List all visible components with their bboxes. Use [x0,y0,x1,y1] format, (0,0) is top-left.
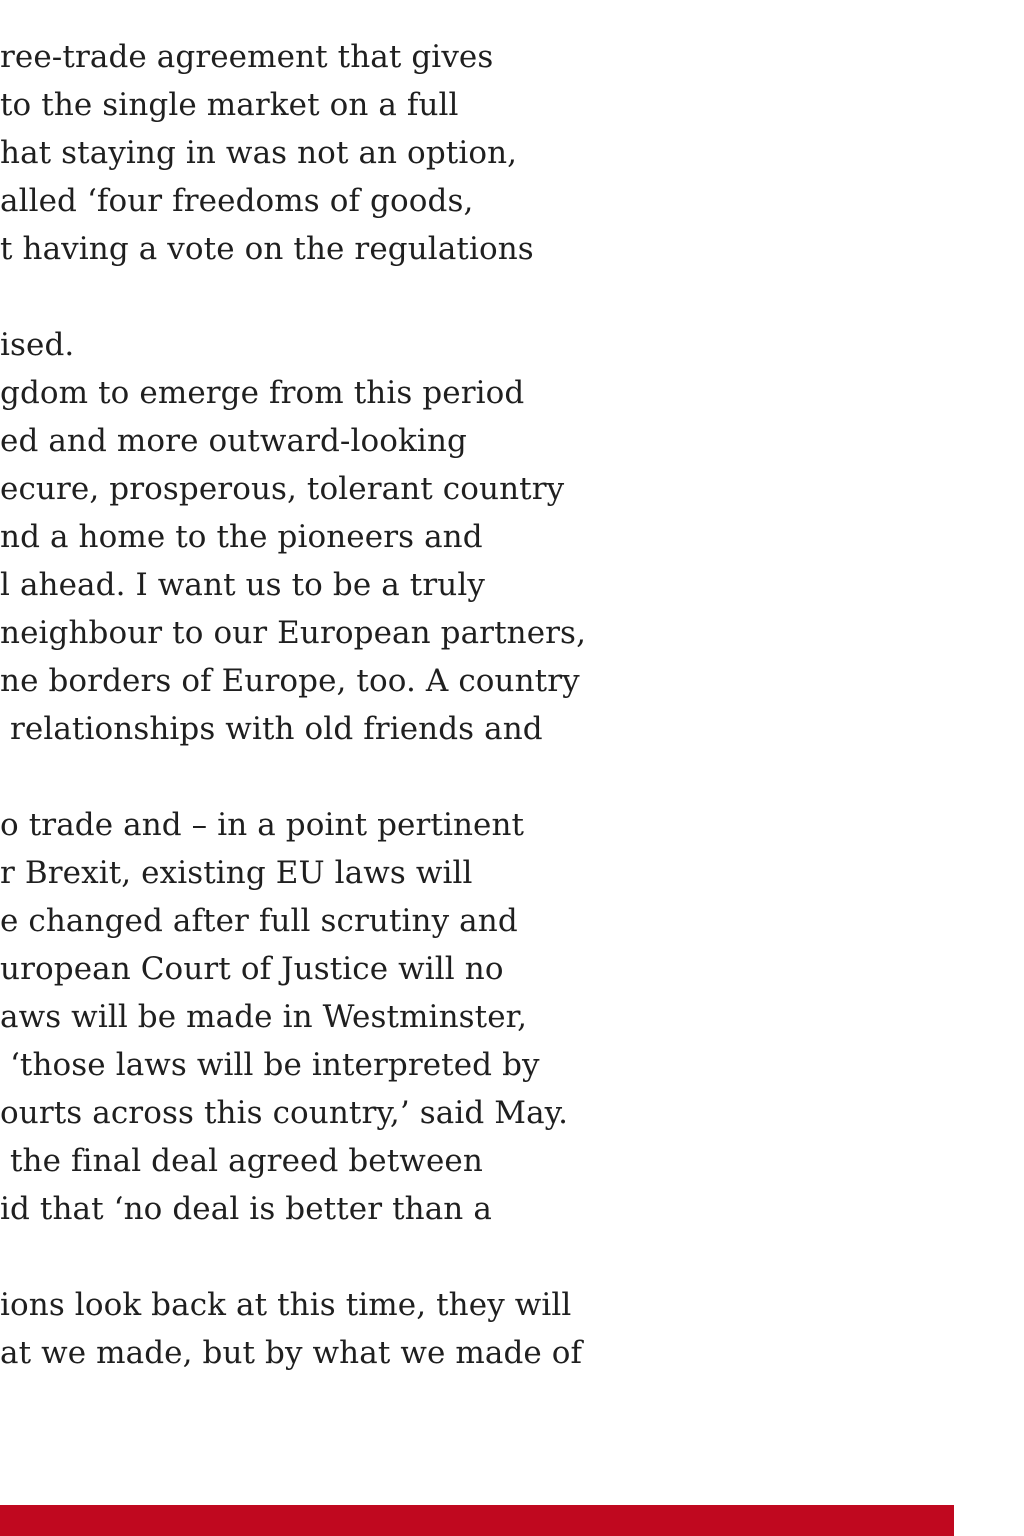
text-line: neighbour to our European partners, [0,615,587,651]
text-line: l ahead. I want us to be a truly [0,567,485,603]
text-line: alled ‘four freedoms of goods, [0,183,474,219]
text-line: gdom to emerge from this period [0,375,525,411]
footer-color-bar [0,1505,954,1536]
text-line: relationships with old friends and [0,711,543,747]
text-line: id that ‘no deal is better than a [0,1191,492,1227]
text-line: e changed after full scrutiny and [0,903,518,939]
body-text [0,33,620,1377]
text-line [0,273,620,321]
text-line: ‘those laws will be interpreted by [0,1047,540,1083]
text-line: ne borders of Europe, too. A country [0,663,580,699]
text-line: ree-trade agreement that gives [0,39,494,75]
text-line: nd a home to the pioneers and [0,519,483,555]
text-line: hat staying in was not an option, [0,135,518,171]
text-line [0,753,620,801]
text-line: ourts across this country,’ said May. [0,1095,569,1131]
text-line: ised. [0,327,75,363]
text-line: ed and more outward-looking [0,423,467,459]
text-line: to the single market on a full [0,87,459,123]
text-line: t having a vote on the regulations [0,231,534,267]
text-line: ions look back at this time, they will [0,1287,572,1323]
text-line: r Brexit, existing EU laws will [0,855,473,891]
text-line: the final deal agreed between [0,1143,483,1179]
text-line: o trade and – in a point pertinent [0,807,525,843]
text-line: uropean Court of Justice will no [0,951,504,987]
text-line [0,1233,620,1281]
text-line: ecure, prosperous, tolerant country [0,471,565,507]
text-line: aws will be made in Westminster, [0,999,528,1035]
text-line: at we made, but by what we made of [0,1335,583,1371]
